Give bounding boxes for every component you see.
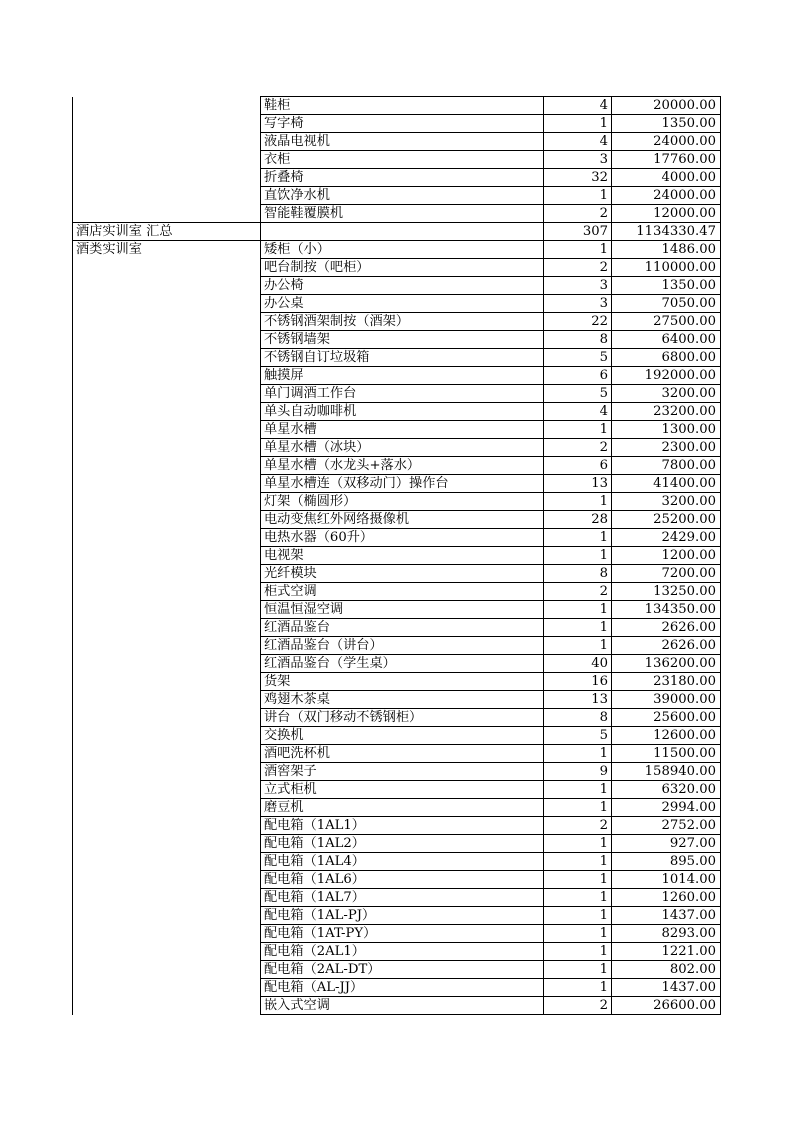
table-row xyxy=(73,367,721,385)
group-cell xyxy=(73,493,261,511)
item-name-cell: 配电箱（1AL2） xyxy=(261,835,544,853)
group-cell xyxy=(73,583,261,601)
item-name-cell: 直饮净水机 xyxy=(261,187,544,205)
amount-cell: 6400.00 xyxy=(612,331,721,349)
group-cell xyxy=(73,781,261,799)
table-row xyxy=(73,349,721,367)
quantity-cell: 28 xyxy=(544,511,612,529)
item-name-cell: 配电箱（2AL-DT） xyxy=(261,961,544,979)
group-cell xyxy=(73,529,261,547)
quantity-cell: 22 xyxy=(544,313,612,331)
item-name-cell: 配电箱（1AL-PJ） xyxy=(261,907,544,925)
item-name-cell: 酒吧洗杯机 xyxy=(261,745,544,763)
item-name-cell: 不锈钢墙架 xyxy=(261,331,544,349)
subtotal-label: 酒店实训室 汇总 xyxy=(73,223,261,241)
amount-cell: 27500.00 xyxy=(612,313,721,331)
group-cell xyxy=(73,979,261,997)
amount-cell: 2429.00 xyxy=(612,529,721,547)
quantity-cell: 1 xyxy=(544,979,612,997)
quantity-cell: 5 xyxy=(544,385,612,403)
table-row xyxy=(73,853,721,871)
table-row xyxy=(73,601,721,619)
item-name-cell: 电动变焦红外网络摄像机 xyxy=(261,511,544,529)
group-cell xyxy=(73,259,261,277)
quantity-cell: 1 xyxy=(544,871,612,889)
amount-cell: 1350.00 xyxy=(612,115,721,133)
quantity-cell: 13 xyxy=(544,475,612,493)
table-row xyxy=(73,655,721,673)
table-row xyxy=(73,925,721,943)
item-name-cell: 不锈钢酒架制按（酒架） xyxy=(261,313,544,331)
amount-cell: 134350.00 xyxy=(612,601,721,619)
group-cell xyxy=(73,925,261,943)
item-name-cell: 单门调酒工作台 xyxy=(261,385,544,403)
group-cell xyxy=(73,565,261,583)
amount-cell: 1437.00 xyxy=(612,907,721,925)
table-row xyxy=(73,547,721,565)
table-row xyxy=(73,385,721,403)
group-name-cell: 酒类实训室 xyxy=(73,241,261,259)
amount-cell: 25600.00 xyxy=(612,709,721,727)
quantity-cell: 1 xyxy=(544,619,612,637)
group-cell xyxy=(73,799,261,817)
amount-cell: 7200.00 xyxy=(612,565,721,583)
quantity-cell: 1 xyxy=(544,961,612,979)
table-row xyxy=(73,205,721,223)
amount-cell: 3200.00 xyxy=(612,385,721,403)
item-name-cell: 单星水槽（水龙头+落水） xyxy=(261,457,544,475)
item-name-cell: 立式柜机 xyxy=(261,781,544,799)
table-row xyxy=(73,529,721,547)
group-cell xyxy=(73,403,261,421)
table-row xyxy=(73,673,721,691)
group-cell xyxy=(73,817,261,835)
item-name-cell: 配电箱（1AL4） xyxy=(261,853,544,871)
quantity-cell: 4 xyxy=(544,133,612,151)
amount-cell: 24000.00 xyxy=(612,187,721,205)
group-cell xyxy=(73,637,261,655)
item-name-cell: 单星水槽连（双移动门）操作台 xyxy=(261,475,544,493)
amount-cell: 2626.00 xyxy=(612,619,721,637)
table-row xyxy=(73,691,721,709)
item-name-cell: 光纤模块 xyxy=(261,565,544,583)
group-cell xyxy=(73,601,261,619)
quantity-cell: 1 xyxy=(544,529,612,547)
table-row xyxy=(73,979,721,997)
group-cell xyxy=(73,889,261,907)
item-name-cell: 配电箱（2AL1） xyxy=(261,943,544,961)
amount-cell: 8293.00 xyxy=(612,925,721,943)
table-row xyxy=(73,565,721,583)
quantity-cell: 1 xyxy=(544,853,612,871)
quantity-cell: 1 xyxy=(544,187,612,205)
group-cell xyxy=(73,331,261,349)
quantity-cell: 4 xyxy=(544,403,612,421)
group-cell xyxy=(73,277,261,295)
quantity-cell: 16 xyxy=(544,673,612,691)
item-name-cell: 电热水器（60升） xyxy=(261,529,544,547)
table-row xyxy=(73,817,721,835)
group-cell xyxy=(73,961,261,979)
table-row xyxy=(73,133,721,151)
amount-cell: 2626.00 xyxy=(612,637,721,655)
table-row xyxy=(73,259,721,277)
amount-cell: 192000.00 xyxy=(612,367,721,385)
amount-cell: 12000.00 xyxy=(612,205,721,223)
group-cell xyxy=(73,385,261,403)
quantity-cell: 8 xyxy=(544,331,612,349)
table-row xyxy=(73,331,721,349)
item-name-cell: 恒温恒湿空调 xyxy=(261,601,544,619)
group-cell xyxy=(73,367,261,385)
quantity-cell: 2 xyxy=(544,817,612,835)
table-row xyxy=(73,583,721,601)
item-name-cell: 配电箱（1AL7） xyxy=(261,889,544,907)
amount-cell: 41400.00 xyxy=(612,475,721,493)
quantity-cell: 1 xyxy=(544,799,612,817)
quantity-cell: 3 xyxy=(544,295,612,313)
amount-cell: 1300.00 xyxy=(612,421,721,439)
item-name-cell: 酒窖架子 xyxy=(261,763,544,781)
subtotal-row xyxy=(73,223,721,241)
amount-cell: 26600.00 xyxy=(612,997,721,1015)
quantity-cell: 1 xyxy=(544,421,612,439)
quantity-cell: 1 xyxy=(544,907,612,925)
table-row xyxy=(73,313,721,331)
item-name-cell: 红酒品鉴台（讲台） xyxy=(261,637,544,655)
quantity-cell: 5 xyxy=(544,349,612,367)
item-name-cell: 单星水槽（冰块） xyxy=(261,439,544,457)
table-row xyxy=(73,151,721,169)
table-row xyxy=(73,799,721,817)
group-cell xyxy=(73,835,261,853)
table-row xyxy=(73,115,721,133)
table-row xyxy=(73,889,721,907)
amount-cell: 927.00 xyxy=(612,835,721,853)
item-name-cell: 衣柜 xyxy=(261,151,544,169)
group-cell xyxy=(73,745,261,763)
item-name-cell: 讲台（双门移动不锈钢柜） xyxy=(261,709,544,727)
group-cell xyxy=(73,475,261,493)
amount-cell: 1260.00 xyxy=(612,889,721,907)
quantity-cell: 1 xyxy=(544,547,612,565)
table-row xyxy=(73,943,721,961)
amount-cell: 110000.00 xyxy=(612,259,721,277)
item-name-cell: 液晶电视机 xyxy=(261,133,544,151)
item-name-cell: 不锈钢自订垃圾箱 xyxy=(261,349,544,367)
group-cell xyxy=(73,115,261,133)
amount-cell: 2994.00 xyxy=(612,799,721,817)
group-cell xyxy=(73,511,261,529)
inventory-table-body xyxy=(73,97,721,1015)
item-name-cell: 吧台制按（吧柜） xyxy=(261,259,544,277)
item-name-cell: 配电箱（1AL1） xyxy=(261,817,544,835)
group-cell xyxy=(73,853,261,871)
item-name-cell: 配电箱（1AT-PY） xyxy=(261,925,544,943)
amount-cell: 6320.00 xyxy=(612,781,721,799)
subtotal-empty-cell xyxy=(261,223,544,241)
quantity-cell: 4 xyxy=(544,97,612,115)
item-name-cell: 货架 xyxy=(261,673,544,691)
table-row xyxy=(73,241,721,259)
item-name-cell: 办公桌 xyxy=(261,295,544,313)
item-name-cell: 嵌入式空调 xyxy=(261,997,544,1015)
quantity-cell: 9 xyxy=(544,763,612,781)
amount-cell: 25200.00 xyxy=(612,511,721,529)
table-row xyxy=(73,187,721,205)
table-row xyxy=(73,709,721,727)
item-name-cell: 交换机 xyxy=(261,727,544,745)
group-cell xyxy=(73,313,261,331)
table-row xyxy=(73,97,721,115)
table-row xyxy=(73,475,721,493)
item-name-cell: 电视架 xyxy=(261,547,544,565)
group-cell xyxy=(73,907,261,925)
group-cell xyxy=(73,349,261,367)
group-cell xyxy=(73,421,261,439)
amount-cell: 17760.00 xyxy=(612,151,721,169)
amount-cell: 895.00 xyxy=(612,853,721,871)
table-row xyxy=(73,907,721,925)
item-name-cell: 单星水槽 xyxy=(261,421,544,439)
table-row xyxy=(73,403,721,421)
group-cell xyxy=(73,709,261,727)
group-cell xyxy=(73,997,261,1015)
quantity-cell: 1 xyxy=(544,781,612,799)
group-cell xyxy=(73,295,261,313)
table-row xyxy=(73,295,721,313)
inventory-table xyxy=(72,96,721,1015)
group-cell xyxy=(73,655,261,673)
amount-cell: 1221.00 xyxy=(612,943,721,961)
amount-cell: 1014.00 xyxy=(612,871,721,889)
group-cell xyxy=(73,619,261,637)
quantity-cell: 2 xyxy=(544,259,612,277)
group-cell xyxy=(73,133,261,151)
table-row xyxy=(73,745,721,763)
quantity-cell: 1 xyxy=(544,925,612,943)
amount-cell: 7800.00 xyxy=(612,457,721,475)
group-cell xyxy=(73,547,261,565)
amount-cell: 1350.00 xyxy=(612,277,721,295)
group-cell xyxy=(73,673,261,691)
group-cell xyxy=(73,151,261,169)
table-row xyxy=(73,781,721,799)
amount-cell: 1200.00 xyxy=(612,547,721,565)
group-cell xyxy=(73,691,261,709)
group-cell xyxy=(73,763,261,781)
subtotal-amount: 1134330.47 xyxy=(612,223,721,241)
group-cell xyxy=(73,187,261,205)
group-cell xyxy=(73,943,261,961)
amount-cell: 802.00 xyxy=(612,961,721,979)
amount-cell: 23200.00 xyxy=(612,403,721,421)
table-row xyxy=(73,619,721,637)
amount-cell: 2752.00 xyxy=(612,817,721,835)
group-cell xyxy=(73,871,261,889)
item-name-cell: 配电箱（1AL6） xyxy=(261,871,544,889)
item-name-cell: 鸡翅木茶桌 xyxy=(261,691,544,709)
quantity-cell: 3 xyxy=(544,151,612,169)
amount-cell: 39000.00 xyxy=(612,691,721,709)
group-cell xyxy=(73,457,261,475)
table-row xyxy=(73,457,721,475)
amount-cell: 6800.00 xyxy=(612,349,721,367)
amount-cell: 1437.00 xyxy=(612,979,721,997)
quantity-cell: 2 xyxy=(544,205,612,223)
amount-cell: 136200.00 xyxy=(612,655,721,673)
quantity-cell: 1 xyxy=(544,115,612,133)
item-name-cell: 单头自动咖啡机 xyxy=(261,403,544,421)
amount-cell: 12600.00 xyxy=(612,727,721,745)
table-row xyxy=(73,763,721,781)
group-cell xyxy=(73,727,261,745)
amount-cell: 1486.00 xyxy=(612,241,721,259)
amount-cell: 4000.00 xyxy=(612,169,721,187)
subtotal-quantity: 307 xyxy=(544,223,612,241)
quantity-cell: 1 xyxy=(544,637,612,655)
quantity-cell: 3 xyxy=(544,277,612,295)
table-row xyxy=(73,835,721,853)
item-name-cell: 鞋柜 xyxy=(261,97,544,115)
table-row xyxy=(73,997,721,1015)
amount-cell: 20000.00 xyxy=(612,97,721,115)
table-row xyxy=(73,421,721,439)
table-row xyxy=(73,961,721,979)
table-row xyxy=(73,439,721,457)
quantity-cell: 1 xyxy=(544,493,612,511)
item-name-cell: 磨豆机 xyxy=(261,799,544,817)
quantity-cell: 2 xyxy=(544,583,612,601)
item-name-cell: 灯架（椭圆形） xyxy=(261,493,544,511)
quantity-cell: 1 xyxy=(544,835,612,853)
quantity-cell: 6 xyxy=(544,367,612,385)
item-name-cell: 矮柜（小） xyxy=(261,241,544,259)
quantity-cell: 1 xyxy=(544,745,612,763)
amount-cell: 13250.00 xyxy=(612,583,721,601)
table-row xyxy=(73,727,721,745)
group-cell xyxy=(73,97,261,115)
item-name-cell: 写字椅 xyxy=(261,115,544,133)
item-name-cell: 配电箱（AL-JJ） xyxy=(261,979,544,997)
table-row xyxy=(73,169,721,187)
quantity-cell: 13 xyxy=(544,691,612,709)
quantity-cell: 32 xyxy=(544,169,612,187)
table-row xyxy=(73,871,721,889)
amount-cell: 158940.00 xyxy=(612,763,721,781)
table-row xyxy=(73,511,721,529)
amount-cell: 3200.00 xyxy=(612,493,721,511)
group-cell xyxy=(73,169,261,187)
item-name-cell: 红酒品鉴台（学生桌） xyxy=(261,655,544,673)
amount-cell: 2300.00 xyxy=(612,439,721,457)
quantity-cell: 1 xyxy=(544,241,612,259)
quantity-cell: 1 xyxy=(544,889,612,907)
item-name-cell: 柜式空调 xyxy=(261,583,544,601)
quantity-cell: 8 xyxy=(544,565,612,583)
amount-cell: 7050.00 xyxy=(612,295,721,313)
quantity-cell: 1 xyxy=(544,943,612,961)
table-row xyxy=(73,493,721,511)
group-cell xyxy=(73,205,261,223)
quantity-cell: 8 xyxy=(544,709,612,727)
quantity-cell: 6 xyxy=(544,457,612,475)
item-name-cell: 办公椅 xyxy=(261,277,544,295)
quantity-cell: 40 xyxy=(544,655,612,673)
item-name-cell: 红酒品鉴台 xyxy=(261,619,544,637)
quantity-cell: 1 xyxy=(544,601,612,619)
item-name-cell: 折叠椅 xyxy=(261,169,544,187)
group-cell xyxy=(73,439,261,457)
quantity-cell: 2 xyxy=(544,439,612,457)
item-name-cell: 智能鞋覆膜机 xyxy=(261,205,544,223)
quantity-cell: 5 xyxy=(544,727,612,745)
amount-cell: 23180.00 xyxy=(612,673,721,691)
amount-cell: 24000.00 xyxy=(612,133,721,151)
item-name-cell: 触摸屏 xyxy=(261,367,544,385)
quantity-cell: 2 xyxy=(544,997,612,1015)
table-row xyxy=(73,637,721,655)
table-row xyxy=(73,277,721,295)
amount-cell: 11500.00 xyxy=(612,745,721,763)
